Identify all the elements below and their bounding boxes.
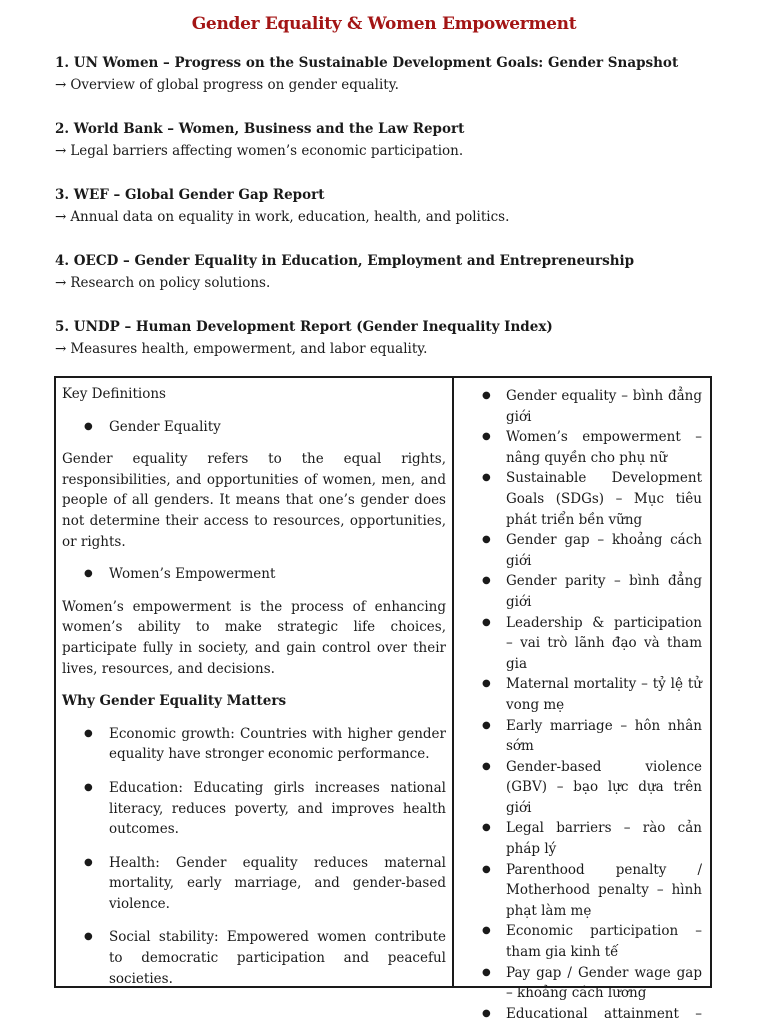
reports-list [55,52,735,382]
glossary-item: ● Educational attainment – [458,1004,706,1024]
report-title: 5. UNDP – Human Development Report (Gender Inequality Index) [55,319,553,335]
glossary-column [454,378,710,1022]
report-item [55,184,735,250]
womens-empowerment-label: ● Women’s Empowerment [62,564,446,585]
glossary-item: ● Pay gap / Gender wage gap – khoảng cách lương [458,963,706,1004]
why-item: ● Education: Educating girls increases national literacy, reduces poverty, and improves health outcomes. [62,778,446,840]
womens-empowerment-definition: Women’s empowerment is the process of enhancing women’s ability to make strategic life choices, participate fully in society, and gain control over their lives, resources, and decisions. [62,598,446,677]
glossary-item: ● Gender equality – bình đẳng giới [458,386,706,427]
definitions-column [56,378,454,986]
report-item [55,52,735,118]
glossary-item: ● Gender gap – khoảng cách giới [458,530,706,571]
why-heading: Why Gender Equality Matters [62,693,287,710]
report-description-text: Overview of global progress on gender equality. [70,77,399,93]
report-title: 1. UN Women – Progress on the Sustainable Development Goals: Gender Snapshot [55,55,679,71]
glossary-item: ● Economic participation – tham gia kinh tế [458,921,706,962]
glossary-item: ● Leadership & participation – vai trò lãnh đạo và tham gia [458,613,706,675]
arrow-right-icon: → [55,143,67,159]
arrow-right-icon: → [55,209,67,225]
page-title: Gender Equality & Women Empowerment [191,14,577,34]
report-item [55,118,735,184]
report-description [55,272,735,316]
arrow-right-icon: → [55,341,67,357]
glossary-item: ● Sustainable Development Goals (SDGs) – Mục tiêu phát triển bền vững [458,468,706,530]
glossary-item: ● Legal barriers – rào cản pháp lý [458,818,706,859]
report-item [55,250,735,316]
arrow-right-icon: → [55,77,67,93]
report-description-text: Measures health, empowerment, and labor equality. [70,341,428,357]
report-description-text: Annual data on equality in work, education, health, and politics. [70,209,510,225]
report-description-text: Research on policy solutions. [70,275,271,291]
glossary-item: ● Early marriage – hôn nhân sớm [458,716,706,757]
key-definitions-heading: Key Definitions [62,386,166,402]
gender-equality-label: ● Gender Equality [62,417,446,438]
why-item: ● Social stability: Empowered women contribute to democratic participation and peaceful societies. [62,927,446,989]
glossary-item: ● Maternal mortality – tỷ lệ tử vong mẹ [458,674,706,715]
glossary-item: ● Gender-based violence (GBV) – bạo lực dựa trên giới [458,757,706,819]
glossary-item: ● Parenthood penalty / Motherhood penalty – hình phạt làm mẹ [458,860,706,922]
report-description-text: Legal barriers affecting women’s economic participation. [70,143,464,159]
gender-equality-definition: Gender equality refers to the equal rights, responsibilities, and opportunities of women, men, and people of all genders. It means that one’s gender does not determine their access to resources, opportunities, or rights. [62,451,446,550]
definitions-table [54,376,712,1022]
report-description [55,74,735,118]
report-title: 4. OECD – Gender Equality in Education, Employment and Entrepreneurship [55,253,635,269]
report-title: 2. World Bank – Women, Business and the Law Report [55,121,465,137]
arrow-right-icon: → [55,275,67,291]
glossary-list [458,386,706,1024]
glossary-item: ● Women’s empowerment – nâng quyền cho phụ nữ [458,427,706,468]
report-description [55,140,735,184]
report-title: 3. WEF – Global Gender Gap Report [55,187,325,203]
glossary-item: ● Gender parity – bình đẳng giới [458,571,706,612]
why-item: ● Health: Gender equality reduces maternal mortality, early marriage, and gender-based violence. [62,853,446,915]
report-item [55,316,735,382]
why-item: ● Economic growth: Countries with higher gender equality have stronger economic performance. [62,724,446,765]
report-description [55,206,735,250]
